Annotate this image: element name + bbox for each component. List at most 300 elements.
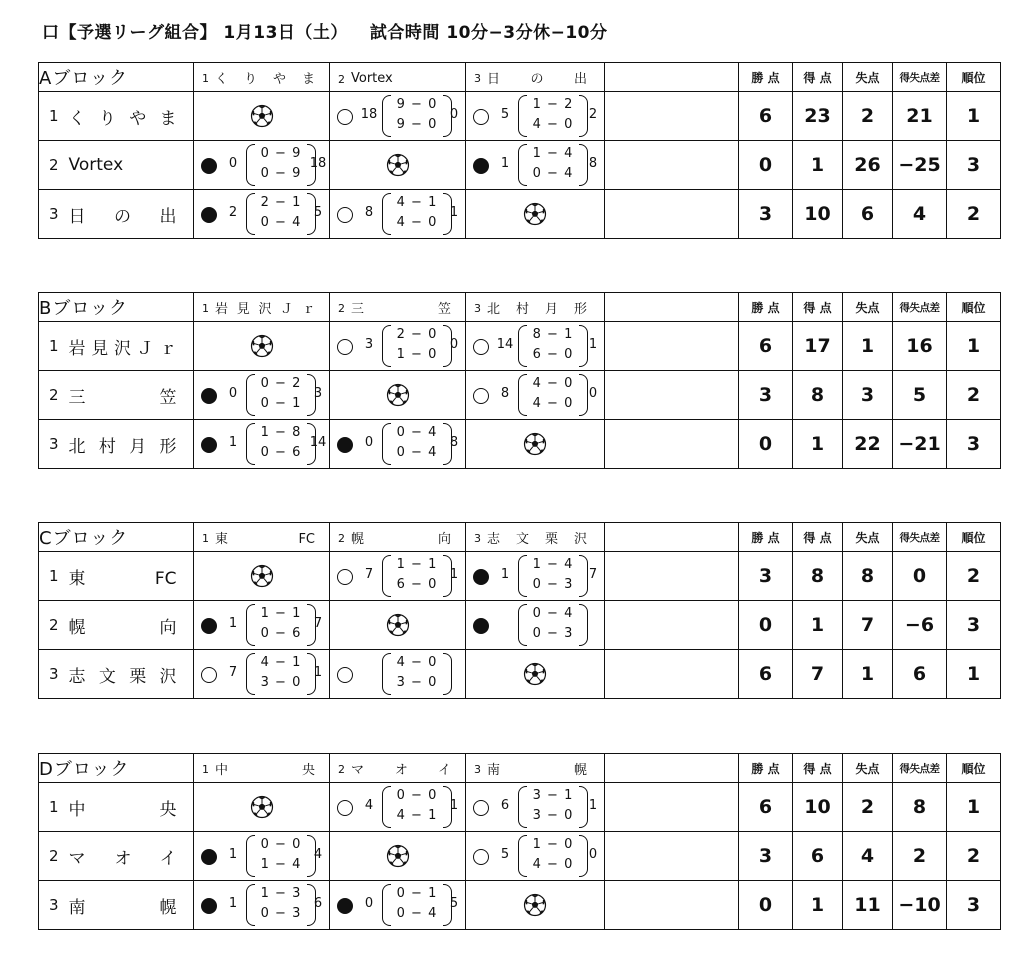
second-half-score: 4 − 0 xyxy=(396,215,438,230)
second-half-score: 9 − 0 xyxy=(396,117,438,132)
row-team-name: くりやま xyxy=(68,108,177,129)
goals-against: 1 xyxy=(588,337,598,352)
goals-scored: 1 xyxy=(793,601,843,650)
stat-header: 順位 xyxy=(947,754,1001,783)
header-team-name: 中央 xyxy=(215,763,315,778)
match-result xyxy=(194,190,329,238)
soccer-ball-icon xyxy=(523,664,547,683)
first-half-score: 1 − 4 xyxy=(532,557,574,572)
first-half-score: 1 − 8 xyxy=(260,425,302,440)
header-team xyxy=(466,754,605,783)
second-half-score: 0 − 4 xyxy=(260,215,302,230)
header-team-number: 3 xyxy=(474,532,481,545)
team-row xyxy=(39,371,1001,420)
match-result xyxy=(466,141,604,189)
second-half-score: 3 − 0 xyxy=(396,675,438,690)
first-half-score: 3 − 1 xyxy=(532,788,574,803)
stat-header: 得 点 xyxy=(793,754,843,783)
empty-cell xyxy=(605,293,739,322)
header-team xyxy=(466,293,605,322)
match-result xyxy=(330,420,465,468)
goals-against: 0 xyxy=(588,847,598,862)
header-team-name: 南幌 xyxy=(487,763,587,778)
empty-cell xyxy=(605,832,739,881)
self-match-cell xyxy=(330,141,466,190)
self-match-cell xyxy=(466,420,605,469)
block-header-row xyxy=(39,523,1001,552)
goals-against: 6 xyxy=(313,896,323,911)
match-result xyxy=(194,371,329,419)
points: 0 xyxy=(739,420,793,469)
team-row xyxy=(39,420,1001,469)
match-result xyxy=(194,832,329,880)
goals-against: 0 xyxy=(449,337,459,352)
win-circle-icon xyxy=(337,667,353,683)
rank: 1 xyxy=(947,322,1001,371)
row-team xyxy=(39,601,194,650)
header-team xyxy=(330,523,466,552)
self-match-cell xyxy=(330,832,466,881)
half-scores xyxy=(518,604,588,646)
match-cell xyxy=(330,552,466,601)
empty-cell xyxy=(605,601,739,650)
first-half-score: 1 − 1 xyxy=(396,557,438,572)
goals-against: 1 xyxy=(588,798,598,813)
header-team-name: 東FC xyxy=(215,532,315,547)
header-team-number: 1 xyxy=(202,302,209,315)
empty-cell xyxy=(605,650,739,699)
row-team-number: 1 xyxy=(49,336,59,355)
first-half-score: 1 − 2 xyxy=(532,97,574,112)
match-cell xyxy=(194,420,330,469)
rank: 1 xyxy=(947,783,1001,832)
first-half-score: 0 − 4 xyxy=(396,425,438,440)
goals-for: 7 xyxy=(364,567,374,582)
goals-for: 1 xyxy=(228,435,238,450)
empty-cell xyxy=(605,523,739,552)
half-scores xyxy=(518,555,588,597)
goals-for: 8 xyxy=(500,386,510,401)
block-header-row xyxy=(39,754,1001,783)
half-scores xyxy=(518,374,588,416)
row-team xyxy=(39,650,194,699)
title-time: 試合時間 10分−3分休−10分 xyxy=(369,23,608,43)
second-half-score: 0 − 1 xyxy=(260,396,302,411)
half-scores xyxy=(518,325,588,367)
match-result xyxy=(194,601,329,649)
half-scores xyxy=(518,144,588,186)
match-cell xyxy=(466,141,605,190)
first-half-score: 4 − 0 xyxy=(396,655,438,670)
second-half-score: 0 − 3 xyxy=(260,906,302,921)
goals-scored: 1 xyxy=(793,141,843,190)
empty-cell xyxy=(605,63,739,92)
team-row xyxy=(39,141,1001,190)
loss-dot-icon xyxy=(337,898,353,914)
points: 3 xyxy=(739,552,793,601)
header-team-number: 3 xyxy=(474,302,481,315)
loss-dot-icon xyxy=(201,618,217,634)
second-half-score: 3 − 0 xyxy=(532,808,574,823)
goals-conceded: 11 xyxy=(843,881,893,930)
goals-for: 6 xyxy=(500,798,510,813)
match-result xyxy=(194,141,329,189)
goals-for: 1 xyxy=(228,847,238,862)
match-cell xyxy=(466,322,605,371)
points: 6 xyxy=(739,322,793,371)
match-result xyxy=(330,783,465,831)
goals-for: 4 xyxy=(364,798,374,813)
second-half-score: 4 − 1 xyxy=(396,808,438,823)
match-cell xyxy=(330,881,466,930)
header-team-name: Vortex xyxy=(351,70,393,86)
row-team xyxy=(39,552,194,601)
match-cell xyxy=(330,322,466,371)
match-result xyxy=(330,650,465,698)
half-scores xyxy=(518,95,588,137)
block-header-row xyxy=(39,293,1001,322)
soccer-ball-icon xyxy=(250,106,274,125)
match-cell xyxy=(330,190,466,239)
second-half-score: 0 − 3 xyxy=(532,626,574,641)
team-row xyxy=(39,832,1001,881)
row-team-name: マオイ xyxy=(68,848,177,869)
second-half-score: 1 − 4 xyxy=(260,857,302,872)
second-half-score: 3 − 0 xyxy=(260,675,302,690)
row-team-number: 1 xyxy=(49,566,59,585)
goal-difference: 8 xyxy=(893,783,947,832)
self-match-cell xyxy=(466,190,605,239)
match-cell xyxy=(194,881,330,930)
goals-against: 8 xyxy=(449,435,459,450)
goal-difference: 21 xyxy=(893,92,947,141)
match-cell xyxy=(466,371,605,420)
match-result xyxy=(330,190,465,238)
first-half-score: 0 − 2 xyxy=(260,376,302,391)
goals-conceded: 4 xyxy=(843,832,893,881)
block-table xyxy=(38,522,1001,699)
match-cell xyxy=(466,832,605,881)
goals-conceded: 22 xyxy=(843,420,893,469)
first-half-score: 0 − 1 xyxy=(396,886,438,901)
self-match-cell xyxy=(330,601,466,650)
header-team-number: 1 xyxy=(202,532,209,545)
team-row xyxy=(39,552,1001,601)
points: 0 xyxy=(739,601,793,650)
goals-for: 7 xyxy=(228,665,238,680)
first-half-score: 1 − 1 xyxy=(260,606,302,621)
header-team xyxy=(330,293,466,322)
goal-difference: −6 xyxy=(893,601,947,650)
row-team-number: 1 xyxy=(49,106,59,125)
header-team xyxy=(466,63,605,92)
loss-dot-icon xyxy=(201,898,217,914)
half-scores xyxy=(518,786,588,828)
row-team-number: 2 xyxy=(49,615,59,634)
goals-conceded: 2 xyxy=(843,783,893,832)
header-team-name: くりやま xyxy=(215,72,315,87)
row-team-number: 2 xyxy=(49,155,59,174)
goals-scored: 1 xyxy=(793,881,843,930)
team-row xyxy=(39,650,1001,699)
match-result xyxy=(466,601,604,649)
first-half-score: 9 − 0 xyxy=(396,97,438,112)
goal-difference: 5 xyxy=(893,371,947,420)
win-circle-icon xyxy=(337,339,353,355)
goals-scored: 1 xyxy=(793,420,843,469)
goals-for: 2 xyxy=(228,205,238,220)
second-half-score: 0 − 9 xyxy=(260,166,302,181)
goals-for: 0 xyxy=(228,386,238,401)
empty-cell xyxy=(605,371,739,420)
goal-difference: 16 xyxy=(893,322,947,371)
row-team-name: Vortex xyxy=(68,155,124,176)
header-team-number: 1 xyxy=(202,72,209,85)
points: 6 xyxy=(739,92,793,141)
match-cell xyxy=(330,650,466,699)
row-team-name: 中央 xyxy=(68,799,177,820)
soccer-ball-icon xyxy=(523,434,547,453)
goal-difference: 4 xyxy=(893,190,947,239)
goals-scored: 17 xyxy=(793,322,843,371)
stat-header: 失点 xyxy=(843,63,893,92)
team-row xyxy=(39,601,1001,650)
goals-for: 8 xyxy=(364,205,374,220)
goal-difference: 6 xyxy=(893,650,947,699)
win-circle-icon xyxy=(473,109,489,125)
first-half-score: 4 − 0 xyxy=(532,376,574,391)
title-date: 1月13日（土） xyxy=(223,23,348,43)
self-match-cell xyxy=(194,783,330,832)
header-team-number: 3 xyxy=(474,763,481,776)
points: 3 xyxy=(739,832,793,881)
row-team xyxy=(39,881,194,930)
win-circle-icon xyxy=(473,849,489,865)
goals-conceded: 26 xyxy=(843,141,893,190)
rank: 1 xyxy=(947,650,1001,699)
goals-scored: 8 xyxy=(793,552,843,601)
soccer-ball-icon xyxy=(250,336,274,355)
goals-conceded: 3 xyxy=(843,371,893,420)
win-circle-icon xyxy=(473,388,489,404)
loss-dot-icon xyxy=(201,207,217,223)
match-cell xyxy=(466,601,605,650)
goals-conceded: 8 xyxy=(843,552,893,601)
goals-against: 1 xyxy=(313,665,323,680)
goals-for: 1 xyxy=(228,896,238,911)
rank: 2 xyxy=(947,190,1001,239)
row-team xyxy=(39,322,194,371)
match-cell xyxy=(194,371,330,420)
stat-header: 順位 xyxy=(947,523,1001,552)
team-row xyxy=(39,322,1001,371)
goals-against: 1 xyxy=(449,205,459,220)
goals-scored: 10 xyxy=(793,190,843,239)
match-cell xyxy=(194,650,330,699)
goals-for: 14 xyxy=(496,337,514,352)
win-circle-icon xyxy=(337,109,353,125)
empty-cell xyxy=(605,141,739,190)
soccer-ball-icon xyxy=(523,204,547,223)
stat-header: 失点 xyxy=(843,293,893,322)
goals-against: 0 xyxy=(449,107,459,122)
goals-against: 18 xyxy=(309,156,327,171)
goals-against: 7 xyxy=(313,616,323,631)
points: 3 xyxy=(739,190,793,239)
half-scores xyxy=(246,374,316,416)
match-result xyxy=(466,371,604,419)
stat-header: 得失点差 xyxy=(893,754,947,783)
match-cell xyxy=(330,783,466,832)
header-team-name: マオイ xyxy=(351,763,451,778)
second-half-score: 4 − 0 xyxy=(532,117,574,132)
points: 6 xyxy=(739,783,793,832)
self-match-cell xyxy=(194,552,330,601)
stat-header: 勝 点 xyxy=(739,63,793,92)
goals-for: 0 xyxy=(364,435,374,450)
soccer-ball-icon xyxy=(386,385,410,404)
soccer-ball-icon xyxy=(523,895,547,914)
half-scores xyxy=(382,423,452,465)
rank: 2 xyxy=(947,552,1001,601)
match-result xyxy=(194,420,329,468)
row-team-number: 3 xyxy=(49,434,59,453)
goals-scored: 23 xyxy=(793,92,843,141)
goals-conceded: 7 xyxy=(843,601,893,650)
goals-against: 0 xyxy=(588,386,598,401)
team-row xyxy=(39,92,1001,141)
rank: 3 xyxy=(947,420,1001,469)
self-match-cell xyxy=(466,650,605,699)
match-cell xyxy=(466,92,605,141)
row-team-number: 3 xyxy=(49,895,59,914)
half-scores xyxy=(246,144,316,186)
rank: 3 xyxy=(947,601,1001,650)
goals-conceded: 6 xyxy=(843,190,893,239)
row-team xyxy=(39,190,194,239)
page-title xyxy=(42,18,607,43)
stat-header: 勝 点 xyxy=(739,293,793,322)
loss-dot-icon xyxy=(473,158,489,174)
first-half-score: 0 − 0 xyxy=(396,788,438,803)
block-table xyxy=(38,292,1001,469)
goals-scored: 7 xyxy=(793,650,843,699)
match-result xyxy=(194,650,329,698)
goals-scored: 10 xyxy=(793,783,843,832)
half-scores xyxy=(246,423,316,465)
empty-cell xyxy=(605,754,739,783)
second-half-score: 4 − 0 xyxy=(532,396,574,411)
match-cell xyxy=(194,832,330,881)
row-team-name: 北村月形 xyxy=(68,436,177,457)
row-team-name: 南幌 xyxy=(68,897,177,918)
rank: 3 xyxy=(947,881,1001,930)
win-circle-icon xyxy=(337,207,353,223)
header-team xyxy=(330,754,466,783)
half-scores xyxy=(246,193,316,235)
stat-header: 得失点差 xyxy=(893,523,947,552)
match-result xyxy=(466,92,604,140)
soccer-ball-icon xyxy=(386,155,410,174)
header-team-name: 日の出 xyxy=(487,72,587,87)
goals-against: 2 xyxy=(588,107,598,122)
second-half-score: 0 − 4 xyxy=(396,445,438,460)
row-team-name: 東FC xyxy=(68,568,177,589)
match-cell xyxy=(466,783,605,832)
goals-for: 1 xyxy=(500,567,510,582)
row-team xyxy=(39,92,194,141)
empty-cell xyxy=(605,783,739,832)
goal-difference: −10 xyxy=(893,881,947,930)
half-scores xyxy=(382,786,452,828)
match-cell xyxy=(194,601,330,650)
second-half-score: 0 − 3 xyxy=(532,577,574,592)
block-table xyxy=(38,753,1001,930)
match-result xyxy=(330,881,465,929)
match-result xyxy=(466,783,604,831)
block-name: Cブロック xyxy=(39,523,194,552)
half-scores xyxy=(246,604,316,646)
stat-header: 得失点差 xyxy=(893,293,947,322)
stat-header: 失点 xyxy=(843,523,893,552)
loss-dot-icon xyxy=(201,437,217,453)
second-half-score: 0 − 4 xyxy=(532,166,574,181)
match-cell xyxy=(330,92,466,141)
half-scores xyxy=(382,555,452,597)
row-team-name: 三笠 xyxy=(68,387,177,408)
team-row xyxy=(39,783,1001,832)
header-team xyxy=(194,293,330,322)
header-team-name: 北村月形 xyxy=(487,302,587,317)
self-match-cell xyxy=(194,92,330,141)
goal-difference: 0 xyxy=(893,552,947,601)
row-team-number: 3 xyxy=(49,664,59,683)
self-match-cell xyxy=(194,322,330,371)
points: 6 xyxy=(739,650,793,699)
header-team-number: 1 xyxy=(202,763,209,776)
match-cell xyxy=(330,420,466,469)
match-result xyxy=(330,92,465,140)
first-half-score: 8 − 1 xyxy=(532,327,574,342)
title-label: 口【予選リーグ組合】 xyxy=(42,23,217,43)
soccer-ball-icon xyxy=(386,615,410,634)
half-scores xyxy=(382,653,452,695)
match-cell xyxy=(194,190,330,239)
stat-header: 得 点 xyxy=(793,63,843,92)
stat-header: 順位 xyxy=(947,293,1001,322)
row-team xyxy=(39,832,194,881)
empty-cell xyxy=(605,322,739,371)
goals-for: 1 xyxy=(500,156,510,171)
header-team xyxy=(194,63,330,92)
goal-difference: 2 xyxy=(893,832,947,881)
first-half-score: 4 − 1 xyxy=(260,655,302,670)
win-circle-icon xyxy=(473,800,489,816)
header-team xyxy=(194,523,330,552)
first-half-score: 1 − 0 xyxy=(532,837,574,852)
first-half-score: 0 − 9 xyxy=(260,146,302,161)
goals-for: 0 xyxy=(364,896,374,911)
block-header-row xyxy=(39,63,1001,92)
second-half-score: 4 − 0 xyxy=(532,857,574,872)
goals-against: 8 xyxy=(588,156,598,171)
match-result xyxy=(194,881,329,929)
second-half-score: 0 − 6 xyxy=(260,445,302,460)
header-team-name: 岩見沢Ｊｒ xyxy=(215,302,315,317)
win-circle-icon xyxy=(337,569,353,585)
block-name: Aブロック xyxy=(39,63,194,92)
goals-against: 7 xyxy=(588,567,598,582)
